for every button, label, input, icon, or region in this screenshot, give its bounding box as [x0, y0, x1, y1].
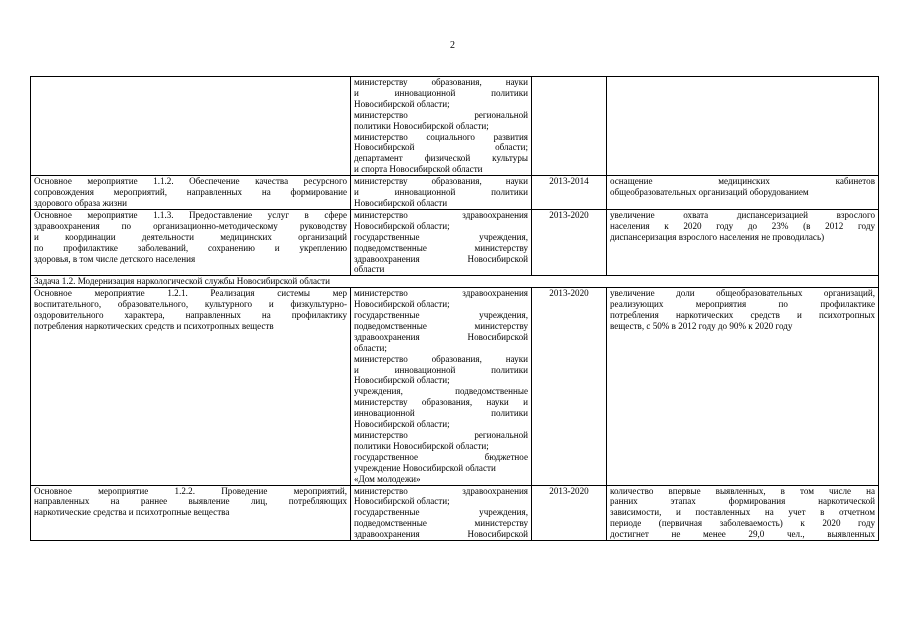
cell-text-line: Новосибирской области [354, 197, 448, 208]
cell-text-line: направленных на раннее выявление лиц, потребляющих [34, 496, 347, 507]
cell-text-line: и инновационной политики [354, 87, 528, 98]
cell-text-line: учреждение Новосибирской области [354, 462, 496, 473]
cell-text-line: оснащение медицинских кабинетов [610, 176, 875, 187]
measure-cell [31, 209, 351, 275]
cell-text-line: министерство региональной [354, 109, 528, 120]
task-row [31, 276, 879, 288]
table-row [31, 77, 879, 176]
cell-text-line: государственные учреждения, [354, 310, 528, 321]
cell-text-line: министерству образования, науки [354, 77, 528, 87]
cell-text-line: количество впервые выявленных, в том числе на [610, 485, 875, 496]
cell-text-line: увеличение доли общеобразовательных организаций, [610, 288, 875, 299]
cell-text-line: увеличение охвата диспансеризацией взрослого [610, 209, 875, 220]
executor-cell [351, 209, 532, 275]
cell-text-line: Новосибирской области; [354, 98, 450, 109]
cell-text-line: Новосибирской области; [354, 220, 450, 231]
cell-text-line: периоде (первичная заболеваемость) к 2020 году [610, 518, 875, 529]
cell-text-line: диспансеризация взрослого населения не проводилась) [610, 231, 825, 242]
cell-text-line: и инновационной политики [354, 187, 528, 198]
cell-text-line: сопровождения мероприятий, направленных на формирование [34, 187, 347, 198]
cell-text-line: политики Новосибирской области; [354, 120, 489, 131]
executor-cell [351, 176, 532, 210]
period-cell [532, 77, 607, 176]
result-cell [607, 485, 879, 541]
cell-text-line: потребления наркотических средств и психотропных веществ [34, 320, 274, 331]
table-row [31, 485, 879, 541]
cell-text-line: потребления наркотических средств и психотропных [610, 310, 875, 321]
cell-text-line: здравоохранения по организационно-методическому руководству [34, 220, 347, 231]
cell-text-line: Новосибирской области; [354, 142, 528, 153]
table-row [31, 176, 879, 210]
cell-text-line: Новосибирской области; [354, 299, 450, 310]
cell-text-line: наркотические средства и психотропные вещества [34, 507, 230, 518]
cell-text-line: министерство образования, науки [354, 353, 528, 364]
cell-text-line: министерство социального развития [354, 131, 528, 142]
cell-text-line: «Дом молодежи» [354, 473, 421, 484]
executor-cell [351, 288, 532, 485]
table-row [31, 288, 879, 485]
cell-text-line: Новосибирской области; [354, 419, 450, 430]
cell-text-line: политики Новосибирской области; [354, 440, 489, 451]
cell-text-line: Новосибирской области; [354, 496, 450, 507]
program-measures-table [30, 76, 879, 541]
cell-text-line: учреждения, подведомственные [354, 386, 528, 397]
result-cell [607, 77, 879, 176]
cell-text-line: и координации деятельности медицинских организаций [34, 231, 347, 242]
cell-text-line: министерство здравоохранения [354, 209, 528, 220]
table-body [31, 77, 879, 541]
measure-cell [31, 77, 351, 176]
cell-text-line: области; [354, 342, 387, 353]
period-cell: 2013-2020 [532, 485, 607, 541]
cell-text-line: веществ, с 50% в 2012 году до 90% к 2020 году [610, 320, 793, 331]
result-cell [607, 209, 879, 275]
cell-text-line: министерство региональной [354, 430, 528, 440]
cell-text-line: населения к 2020 году до 23% (в 2012 году [610, 220, 875, 231]
executor-cell [351, 485, 532, 541]
cell-text-line: инновационной политики [354, 408, 528, 419]
cell-text-line: зависимости, и поставленных на учет в отчетном [610, 507, 875, 518]
period-cell: 2013-2020 [532, 288, 607, 485]
cell-text-line: министерство здравоохранения [354, 288, 528, 299]
cell-text-line: здравоохранения Новосибирской [354, 331, 528, 342]
cell-text-line: министерству образования, науки и [354, 397, 528, 408]
cell-text-line: оздоровительного характера, направленных на профилактику [34, 310, 347, 321]
cell-text-line: Новосибирской области; [354, 375, 450, 386]
cell-text-line: министерство здравоохранения [354, 485, 528, 496]
cell-text-line: по профилактике заболеваний, сохранению и укреплению [34, 242, 347, 253]
result-cell [607, 288, 879, 485]
period-cell: 2013-2020 [532, 209, 607, 275]
cell-text-line: здорового образа жизни [34, 197, 127, 208]
measure-cell [31, 485, 351, 541]
cell-text-line: здоровья, в том числе детского населения [34, 253, 196, 264]
result-cell [607, 176, 879, 210]
cell-text-line: области [354, 264, 385, 275]
cell-text-line: Основное мероприятие 1.1.2. Обеспечение качества ресурсного [34, 176, 347, 187]
cell-text-line: министерству образования, науки [354, 176, 528, 187]
period-cell: 2013-2014 [532, 176, 607, 210]
cell-text-line: здравоохранения Новосибирской [354, 529, 528, 540]
cell-text-line: общеобразовательных организаций оборудованием [610, 187, 809, 198]
task-heading: Задача 1.2. Модернизация наркологической службы Новосибирской области [31, 276, 879, 288]
cell-text-line: государственные учреждения, [354, 507, 528, 518]
measure-cell [31, 288, 351, 485]
measure-cell [31, 176, 351, 210]
cell-text-line: реализующих мероприятия по профилактике [610, 299, 875, 310]
cell-text-line: подведомственные министерству [354, 242, 528, 253]
cell-text-line: и инновационной политики [354, 364, 528, 375]
cell-text-line: ранних этапах формирования наркотической [610, 496, 875, 507]
cell-text-line: Основное мероприятие 1.1.3. Предоставление услуг в сфере [34, 209, 347, 220]
cell-text-line: здравоохранения Новосибирской [354, 253, 528, 264]
cell-text-line: государственные учреждения, [354, 231, 528, 242]
cell-text-line: Основное мероприятие 1.2.1. Реализация системы мер [34, 288, 347, 299]
cell-text-line: подведомственные министерству [354, 518, 528, 529]
executor-cell [351, 77, 532, 176]
cell-text-line: департамент физической культуры [354, 153, 528, 164]
cell-text-line: государственное бюджетное [354, 451, 528, 462]
cell-text-line: достигнет не менее 29,0 чел., выявленных [610, 529, 875, 540]
cell-text-line: воспитательного, образовательного, культурного и физкультурно- [34, 299, 347, 310]
page-number: 2 [450, 40, 455, 51]
cell-text-line: подведомственные министерству [354, 320, 528, 331]
table-row [31, 209, 879, 275]
cell-text-line: Основное мероприятие 1.2.2. Проведение мероприятий, [34, 485, 347, 496]
cell-text-line: и спорта Новосибирской области [354, 164, 483, 175]
